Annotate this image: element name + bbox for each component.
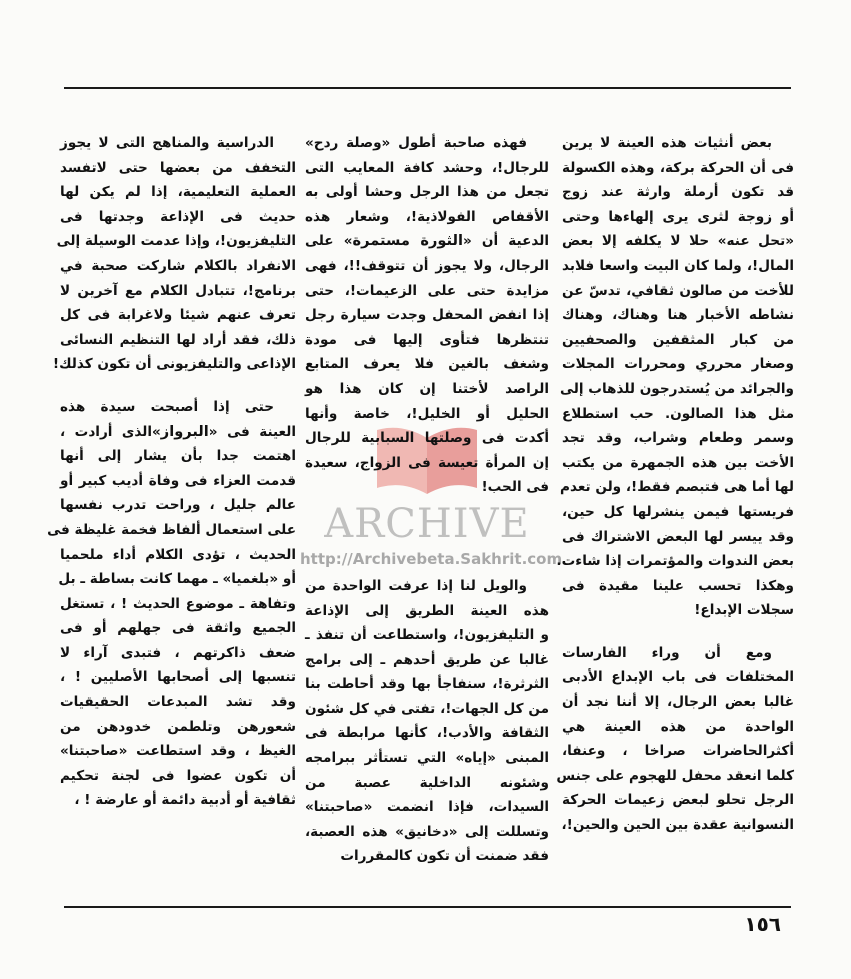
text-line: وصغار محرري ومحررات المجلات — [562, 356, 794, 373]
text-line: المال!، ولما كان البيت واسعا فلابد — [562, 257, 794, 274]
text-line: هذه العينة الطريق إلى الإذاعة — [305, 602, 549, 619]
text-line: شعورهن وتلطمن خدودهن من — [60, 718, 296, 735]
paragraph — [305, 574, 549, 869]
text-line: أو «بلغميا» ـ مهما كانت بساطة ـ بل — [58, 571, 296, 588]
text-line: أكدت فى وصلتها السبابية للرجال — [305, 430, 549, 447]
text-line: الدراسية والمناهج التى لا يجوز — [60, 135, 274, 151]
watermark-text: ARCHIVE — [324, 501, 530, 547]
text-line: سجلات الإبداع! — [694, 602, 794, 619]
text-line: تجعل من هذا الرجل وحشا أولى به — [305, 184, 549, 201]
text-line: السيدات، فإذا انضمت «صاحبتنا» — [305, 799, 549, 816]
text-line: أو زوجة لثرى يرى إلهاءها وحتى — [562, 208, 794, 225]
text-segment: العينة فى « — [208, 423, 296, 440]
text-line: وشغف بالغين فلا يعرف المتابع — [305, 356, 549, 373]
text-line: نشاطه الأخبار هنا وهناك، وهناك — [562, 307, 794, 324]
text-line: فقد ضمنت أن تكون كالمقررات — [340, 848, 549, 865]
text-line: الإذاعى والتليفزيونى أن تكون كذلك! — [52, 356, 296, 373]
text-line: التخفف من بعضها حتى لاتفسد — [60, 159, 296, 176]
text-segment: الدعية أن « — [462, 233, 549, 250]
text-line: عالم جليل ، وراحت تدرب نفسها — [60, 497, 296, 514]
text-line: تنسبها إلى أصحابها الأصليين ! ، — [60, 669, 296, 686]
text-line: اهتمت جدا بأن يشار إلى أنها — [60, 448, 296, 465]
text-line: أن تكون عضوا فى لجنة تحكيم — [60, 767, 296, 784]
column-right — [556, 131, 794, 838]
text-line: مزايدة حتى على الزعيمات!، حتى — [305, 282, 549, 299]
text-line: فريستها فيمن ينشرلها كل حين، — [562, 503, 794, 520]
text-line: والويل لنا إذا عرفت الواحدة من — [305, 577, 527, 594]
paragraph — [305, 131, 549, 500]
text-line: ومع أن وراء الفارسات — [562, 644, 772, 661]
text-line: الانفراد بالكلام شاركت صحبة في — [60, 257, 296, 274]
text-line: والجرائد من يُستدرجون للذهاب إلى — [560, 380, 794, 397]
text-line: حتى إذا أصبحت سيدة هذه — [60, 398, 274, 415]
text-line: ضعف ذاكرتهم ، فتبدى آراء لا — [60, 644, 296, 661]
text-segment: » على — [305, 233, 353, 250]
text-line: وتفاهة ـ موضوع الحديث ! ، تستغل — [60, 595, 296, 612]
paragraph — [52, 131, 296, 377]
text-line: وشئونه الداخلية عصبة من — [305, 774, 549, 791]
text-line: مثل هذا الصالون. حب استطلاع — [562, 405, 794, 422]
paragraph-gap — [305, 500, 549, 574]
text-line: بعض الندوات والمؤتمرات إذا شاءت. — [556, 553, 794, 570]
text-line: الغيظ ، وقد استطاعت «صاحبتنا» — [60, 743, 296, 760]
text-line: الحديث ، تؤدى الكلام أداء ملحميا — [60, 546, 296, 563]
text-line: الرجال، ولا يجوز أن تتوقف!!، فهى — [305, 257, 549, 274]
text-line: النسوانية عقدة بين الحين والحين!، — [561, 817, 794, 834]
text-line: المبنى «إياه» التي تستأثر ببرامجه — [305, 750, 549, 767]
top-rule — [64, 87, 791, 89]
text-line: فى الحب! — [481, 479, 549, 496]
text-line: تعرف عنهم شيئا ولاغرابة فى كل — [60, 307, 296, 324]
text-line: وقد ييسر لها البعض الاشتراك فى — [562, 528, 794, 545]
paragraph-gap — [60, 377, 296, 395]
text-line: وقد تشد المبدعات الحقيقيات — [60, 694, 296, 711]
text-line: الرجل تحلو لبعض زعيمات الحركة — [562, 792, 794, 809]
bold-phrase: الثورة مستمرة — [352, 232, 463, 250]
text-line: فهذه صاحبة أطول «وصلة ردح» — [305, 135, 527, 151]
text-line: حديث فى الإذاعة وجدتها فى — [60, 208, 296, 225]
text-line: للأخت من صالون ثقافي، تدسّ عن — [562, 282, 794, 299]
watermark-url: http://Archivebeta.Sakhrit.com — [300, 550, 563, 568]
text-line: الواحدة من هذه العينة هي — [562, 718, 794, 735]
bold-phrase: البرواز — [160, 422, 209, 440]
text-line: الأخت بين هذه الجمهرة من يكتب — [562, 454, 794, 471]
text-line: بعض أنثيات هذه العينة لا يرين — [562, 135, 772, 151]
text-line: غالبا بعض الرجال، إلا أننا نجد أن — [562, 694, 794, 711]
text-line: الثقافة والأدب!، كأنها مرابطة فى — [305, 725, 549, 742]
column-middle — [305, 131, 549, 869]
bottom-rule — [64, 906, 791, 908]
text-line: الأقفاص الفولاذية!، وشعار هذه — [305, 208, 549, 225]
text-line: أكثرالحاضرات صراخا ، وعنفا، — [562, 743, 794, 760]
text-line: العملية التعليمية، إذا لم يكن لها — [60, 184, 296, 201]
text-line: وهكذا تحسب علينا مقيدة فى — [562, 577, 794, 594]
text-line: ذلك، فقد أراد لها التنظيم النسائى — [60, 331, 296, 348]
text-line: إذا انفض المحفل وجدت سيارة رجل — [305, 307, 549, 324]
text-line: وتسللت إلى «دخانيق» هذه العصبة، — [305, 823, 549, 840]
text-line — [60, 420, 296, 445]
text-line: قد تكون أرملة وارثة عند زوج — [562, 184, 794, 201]
text-line: غالبا عن طريق أحدهم ـ إلى برامج — [305, 651, 549, 668]
text-line: فى أن الحركة بركة، وهذه الكسولة — [562, 159, 794, 176]
text-line: الراصد لأختنا إن كان هذا هو — [305, 380, 549, 397]
text-line: برنامج!، تتبادل الكلام مع آخرين لا — [60, 282, 296, 299]
text-line: قدمت العزاء فى وفاة أديب كبير أو — [60, 472, 296, 489]
text-line: تنتظرها فتأوى إليها فى مودة — [305, 331, 549, 348]
text-line: «تحل عنه» حلا لا يكلفه إلا بعض — [562, 233, 794, 250]
paragraph — [556, 641, 794, 838]
text-line: للرجال!، وحشد كافة المعايب التى — [305, 159, 549, 176]
text-segment: »الذى أرادت ، — [60, 423, 161, 440]
text-line: على استعمال ألفاظ فخمة غليظة فى — [47, 521, 296, 538]
text-line: الثرثرة!، سنفاجأ بها وقد أحاطت بنا — [305, 676, 549, 693]
column-left — [47, 131, 296, 813]
text-line: المختلفات فى باب الإبداع الأدبى — [562, 669, 794, 686]
text-line: إن المرأة تعيسة فى الزواج، سعيدة — [305, 454, 549, 471]
text-line: من كل الجهات!، تفتى في كل شئون — [305, 700, 549, 717]
text-line: كلما انعقد محفل للهجوم على جنس — [556, 767, 794, 784]
text-line — [305, 229, 549, 254]
text-line: التليفزيون!، وإذا عدمت الوسيلة إلى — [56, 233, 296, 250]
text-line: لها أما هى فتبصم فقط!، ولن تعدم — [560, 479, 794, 496]
paragraph — [556, 131, 794, 623]
paragraph — [47, 395, 296, 813]
paragraph-gap — [562, 623, 794, 641]
text-line: ثقافية أو أدبية دائمة أو عارضة ! ، — [74, 792, 296, 809]
text-line: وسمر وطعام وشراب، وقد تجد — [562, 430, 794, 447]
text-line: الحليل أو الخليل!، خاصة وأنها — [305, 405, 549, 422]
text-line: و التليفزيون!، واستطاعت أن تنفذ ـ — [305, 627, 549, 644]
page-number: ١٥٦ — [744, 912, 781, 936]
text-line: من كبار المثقفين والصحفيين — [562, 331, 794, 348]
text-line: الجميع واثقة فى جهلهم أو فى — [60, 620, 296, 637]
